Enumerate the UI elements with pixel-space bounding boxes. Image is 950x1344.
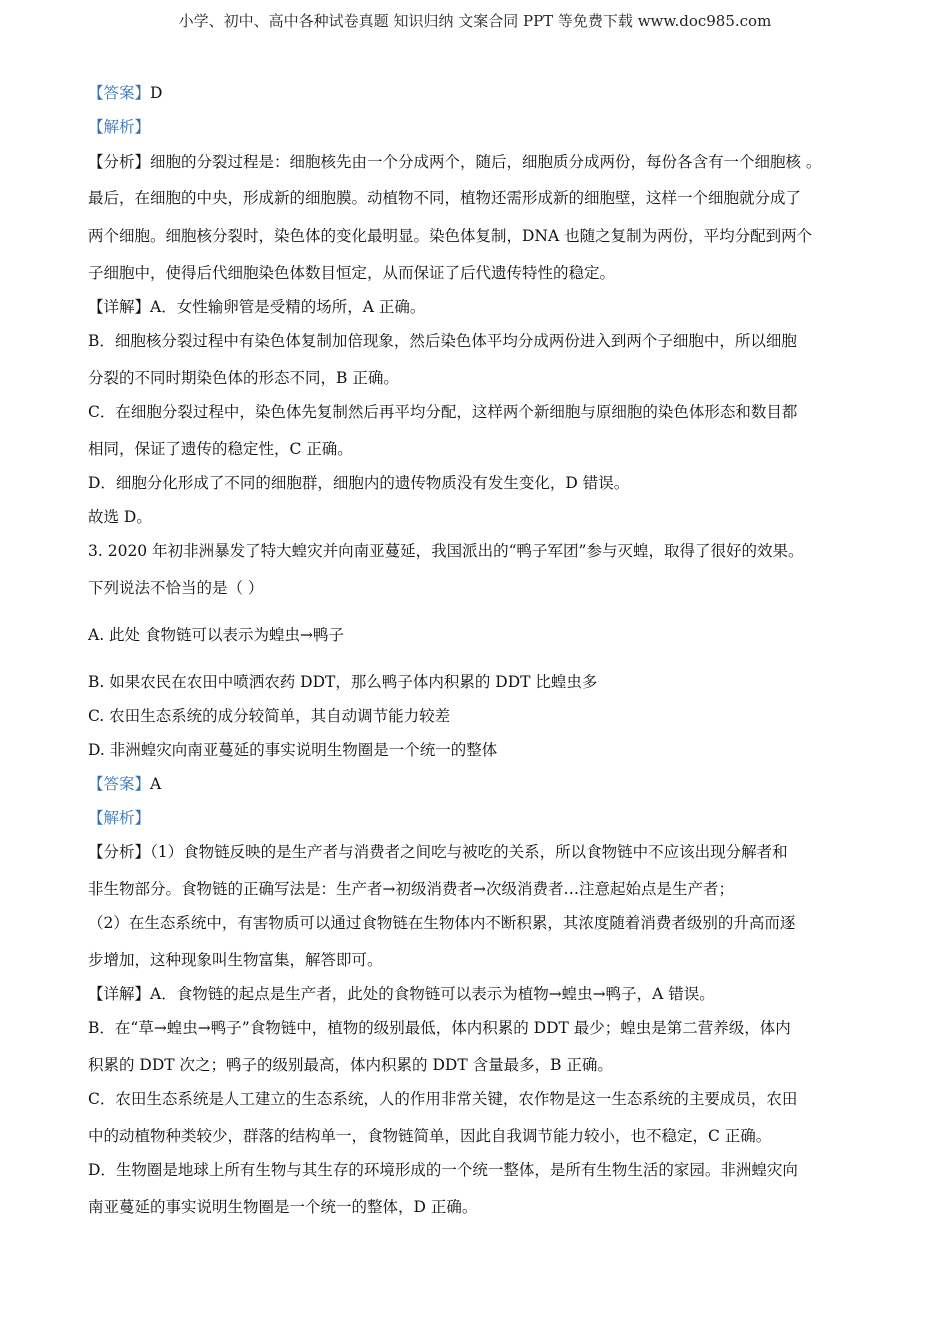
analysis-line: 【分析】（1）食物链反映的是生产者与消费者之间吃与被吃的关系，所以食物链中不应该出现分解者和 (88, 843, 788, 861)
analysis-line: 【分析】细胞的分裂过程是：细胞核先由一个分成两个，随后，细胞质分成两份，每份各含有一个细胞核 。 (88, 153, 822, 171)
detail-line: 相同，保证了遗传的稳定性，C 正确。 (88, 440, 353, 458)
option-b: B. 如果农民在农田中喷洒农药 DDT，那么鸭子体内积累的 DDT 比蝗虫多 (88, 673, 598, 691)
detail-line: 【详解】A．食物链的起点是生产者，此处的食物链可以表示为植物→蝗虫→鸭子，A 错误。 (88, 985, 715, 1003)
page-header: 小学、初中、高中各种试卷真题 知识归纳 文案合同 PPT 等免费下载 www.doc985.com (178, 12, 772, 30)
option-a: A. 此处 食物链可以表示为蝗虫→鸭子 (88, 626, 344, 644)
detail-line: 分裂的不同时期染色体的形态不同，B 正确。 (88, 369, 399, 387)
answer-tag: 【答案】 (88, 775, 151, 793)
detail-line: B．在“草→蝗虫→鸭子”食物链中，植物的级别最低，体内积累的 DDT 最少；蝗虫是第二营养级，体内 (88, 1019, 791, 1037)
option-d: D. 非洲蝗灾向南亚蔓延的事实说明生物圈是一个统一的整体 (88, 741, 498, 759)
analysis-line: 最后，在细胞的中央，形成新的细胞膜。动植物不同，植物还需形成新的细胞壁，这样一个细胞就分成了 (88, 189, 802, 207)
jiexi-tag: 【解析】 (88, 809, 151, 827)
answer-line-q3 (88, 774, 878, 794)
analysis-line: 非生物部分。食物链的正确写法是：生产者→初级消费者→次级消费者…注意起始点是生产者； (88, 880, 734, 898)
detail-line: 中的动植物种类较少，群落的结构单一，食物链简单，因此自我调节能力较小，也不稳定，C 正确。 (88, 1127, 772, 1145)
answer-line-q2 (88, 83, 878, 103)
detail-line: C．农田生态系统是人工建立的生态系统，人的作用非常关键，农作物是这一生态系统的主要成员，农田 (88, 1090, 798, 1108)
answer-tag: 【答案】 (88, 84, 151, 102)
detail-line: D．细胞分化形成了不同的细胞群，细胞内的遗传物质没有发生变化，D 错误。 (88, 474, 630, 492)
analysis-line: 两个细胞。细胞核分裂时，染色体的变化最明显。染色体复制，DNA 也随之复制为两份，平均分配到两个 (88, 227, 813, 245)
detail-line: 南亚蔓延的事实说明生物圈是一个统一的整体，D 正确。 (88, 1198, 478, 1216)
conclusion-line: 故选 D。 (88, 508, 152, 526)
answer-value: A (150, 775, 162, 793)
detail-line: B．细胞核分裂过程中有染色体复制加倍现象，然后染色体平均分成两份进入到两个子细胞中，所以细胞 (88, 332, 797, 350)
option-c: C. 农田生态系统的成分较简单，其自动调节能力较差 (88, 707, 451, 725)
answer-value: D (150, 84, 163, 102)
analysis-line: 子细胞中，使得后代细胞染色体数目恒定，从而保证了后代遗传特性的稳定。 (88, 264, 616, 282)
detail-line: D．生物圈是地球上所有生物与其生存的环境形成的一个统一整体，是所有生物生活的家园。非洲蝗灾向 (88, 1161, 798, 1179)
question-stem: 下列说法不恰当的是（ ） (88, 579, 264, 597)
detail-line: 【详解】A．女性输卵管是受精的场所，A 正确。 (88, 298, 426, 316)
question-stem: 3. 2020 年初非洲暴发了特大蝗灾并向南亚蔓延，我国派出的“鸭子军团”参与灭蝗，取得了很好的效果。 (88, 542, 804, 560)
analysis-line: （2）在生态系统中，有害物质可以通过食物链在生物体内不断积累，其浓度随着消费者级别的升高而逐 (88, 914, 796, 932)
detail-line: 积累的 DDT 次之；鸭子的级别最高，体内积累的 DDT 含量最多，B 正确。 (88, 1056, 613, 1074)
jiexi-tag: 【解析】 (88, 118, 151, 136)
analysis-line: 步增加，这种现象叫生物富集，解答即可。 (88, 951, 383, 969)
detail-line: C．在细胞分裂过程中，染色体先复制然后再平均分配，这样两个新细胞与原细胞的染色体形态和数目都 (88, 403, 798, 421)
